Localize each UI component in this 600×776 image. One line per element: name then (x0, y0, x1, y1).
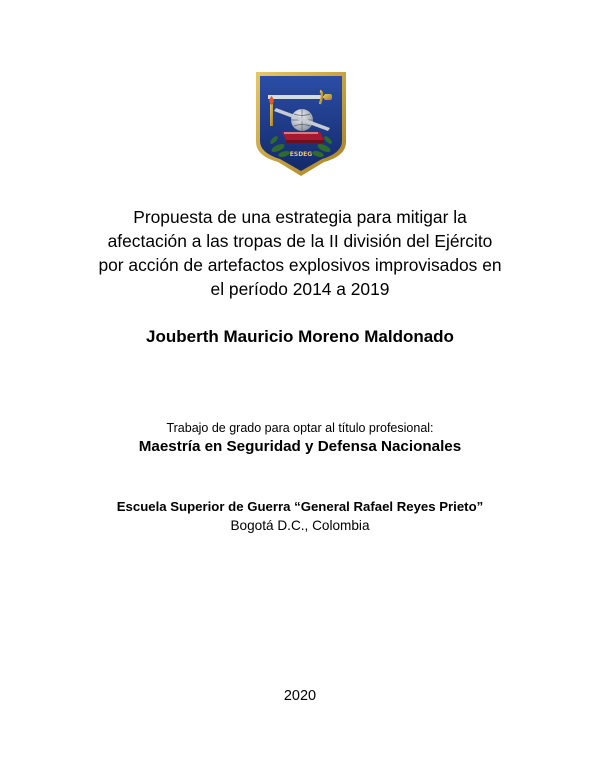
svg-text:ESDEG: ESDEG (289, 151, 313, 158)
title-line: afectación a las tropas de la II división del Ejército (107, 231, 493, 251)
location: Bogotá D.C., Colombia (230, 518, 370, 533)
title-line: Propuesta de una estrategia para mitigar la (133, 207, 467, 227)
author-name: Jouberth Mauricio Moreno Maldonado (146, 327, 454, 346)
school-name: Escuela Superior de Guerra “General Rafael Reyes Prieto” (116, 499, 484, 514)
institution-crest-icon (254, 70, 348, 178)
publication-year: 2020 (283, 688, 317, 704)
title-line: el período 2014 a 2019 (210, 279, 390, 299)
document-title (60, 205, 540, 301)
degree-title: Maestría en Seguridad y Defensa Nacionales (138, 438, 462, 455)
degree-purpose: Trabajo de grado para optar al título profesional: (166, 421, 434, 435)
title-line: por acción de artefactos explosivos improvisados en (98, 255, 502, 275)
